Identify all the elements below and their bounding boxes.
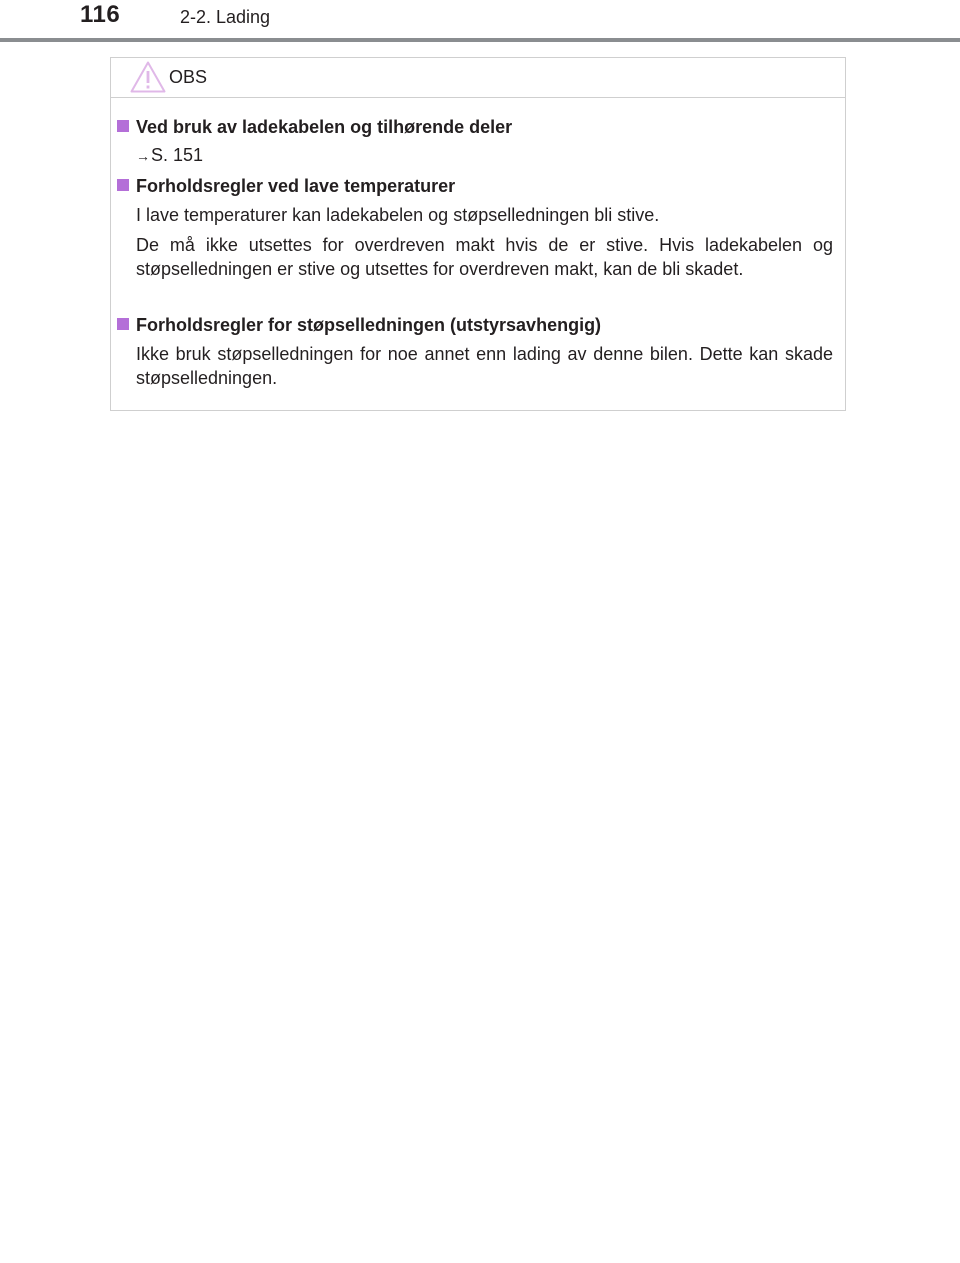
item-heading-text: Forholdsregler ved lave temperaturer <box>136 176 456 196</box>
paragraph: Ikke bruk støpselledningen for noe annet enn lading av denne bilen. Dette kan skade støpselledningen. <box>136 344 833 388</box>
header-rule <box>0 38 960 42</box>
paragraph: I lave temperaturer kan ladekabelen og støpselledningen bli stive. <box>136 205 660 225</box>
page-header <box>0 0 960 42</box>
notice-box <box>110 57 846 411</box>
square-bullet-icon <box>117 179 129 191</box>
section-title: 2-2. Lading <box>180 7 271 27</box>
notice-label: OBS <box>169 67 208 87</box>
page-reference <box>136 143 203 168</box>
item-heading <box>117 174 455 198</box>
item-heading <box>117 313 601 337</box>
paragraph: De må ikke utsettes for overdreven makt hvis de er stive. Hvis ladekabelen og støpselledningen er stive og utsettes for overdreven makt, kan de bli skadet. <box>136 235 833 279</box>
square-bullet-icon <box>117 120 129 132</box>
arrow-right-icon: → <box>136 148 150 164</box>
page-number: 116 <box>80 1 121 28</box>
square-bullet-icon <box>117 318 129 330</box>
item-heading <box>117 115 512 139</box>
item-heading-text: Ved bruk av ladekabelen og tilhørende deler <box>136 117 513 137</box>
page-reference-text: S. 151 <box>151 145 204 165</box>
item-heading-text: Forholdsregler for støpselledningen (utstyrsavhengig) <box>136 315 602 335</box>
warning-triangle-icon <box>130 61 166 93</box>
notice-header <box>111 58 845 98</box>
